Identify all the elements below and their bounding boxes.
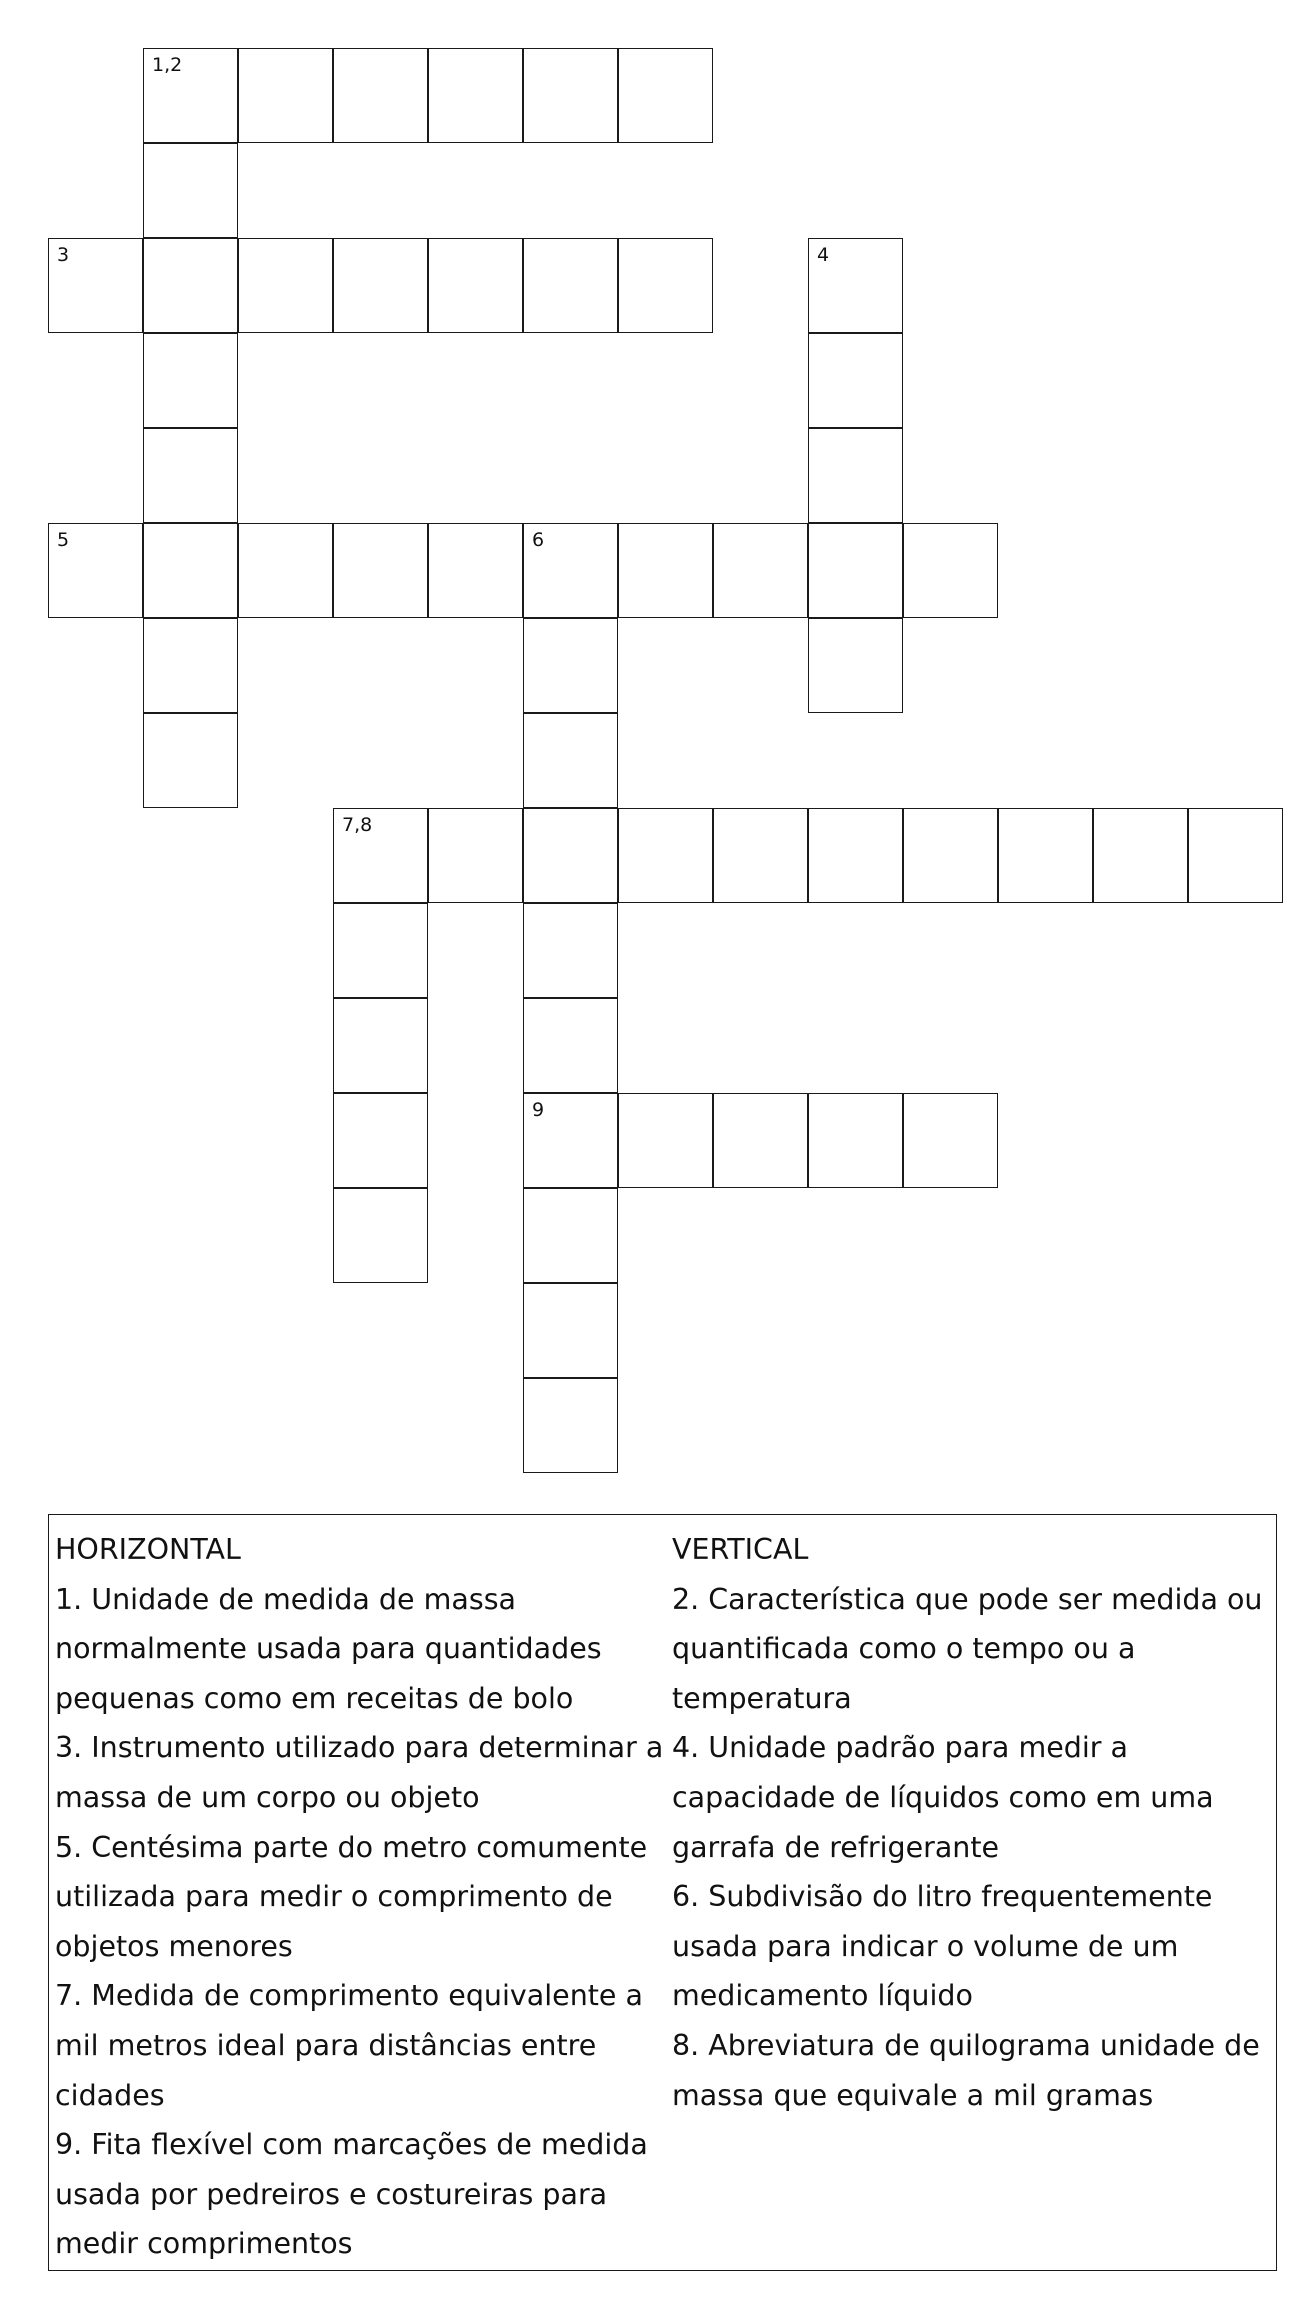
crossword-cell[interactable] xyxy=(143,143,238,238)
crossword-cell[interactable] xyxy=(618,808,713,903)
crossword-cell[interactable] xyxy=(903,523,998,618)
crossword-cell[interactable] xyxy=(808,1093,903,1188)
clue-vertical-8: 8. Abreviatura de quilograma unidade de massa que equivale a mil gramas xyxy=(672,2028,1260,2112)
crossword-cell[interactable] xyxy=(523,1093,618,1188)
clues-box xyxy=(48,1514,1277,2271)
clues-horizontal-heading: HORIZONTAL xyxy=(55,1533,241,1566)
crossword-cell[interactable] xyxy=(713,808,808,903)
crossword-cell[interactable] xyxy=(523,1283,618,1378)
clue-vertical-6: 6. Subdivisão do litro frequentemente usada para indicar o volume de um medicamento líquido xyxy=(672,1880,1213,2013)
crossword-cell[interactable] xyxy=(808,428,903,523)
cell-number-label: 4 xyxy=(817,244,830,266)
crossword-cell[interactable] xyxy=(903,1093,998,1188)
crossword-cell[interactable] xyxy=(523,238,618,333)
crossword-cell[interactable] xyxy=(143,713,238,808)
crossword-cell[interactable] xyxy=(333,1093,428,1188)
crossword-cell[interactable] xyxy=(1093,808,1188,903)
crossword-cell[interactable] xyxy=(523,1188,618,1283)
clue-horizontal-9: 9. Fita flexível com marcações de medida usada por pedreiros e costureiras para medir comprimentos xyxy=(55,2128,648,2261)
crossword-cell[interactable] xyxy=(143,618,238,713)
crossword-cell[interactable] xyxy=(808,238,903,333)
crossword-cell[interactable] xyxy=(523,713,618,808)
crossword-cell[interactable] xyxy=(333,523,428,618)
clues-vertical-column xyxy=(672,1525,1272,2120)
crossword-cell[interactable] xyxy=(333,238,428,333)
crossword-cell[interactable] xyxy=(618,238,713,333)
crossword-cell[interactable] xyxy=(713,1093,808,1188)
crossword-cell[interactable] xyxy=(428,238,523,333)
crossword-cell[interactable] xyxy=(808,618,903,713)
crossword-cell[interactable] xyxy=(143,48,238,143)
crossword-cell[interactable] xyxy=(238,523,333,618)
clue-horizontal-7: 7. Medida de comprimento equivalente a mil metros ideal para distâncias entre cidades xyxy=(55,1979,643,2112)
crossword-cell[interactable] xyxy=(333,48,428,143)
crossword-cell[interactable] xyxy=(333,808,428,903)
crossword-cell[interactable] xyxy=(618,48,713,143)
crossword-cell[interactable] xyxy=(333,903,428,998)
clue-vertical-4: 4. Unidade padrão para medir a capacidade de líquidos como em uma garrafa de refrigerante xyxy=(672,1731,1214,1864)
crossword-cell[interactable] xyxy=(143,523,238,618)
clues-vertical-heading: VERTICAL xyxy=(672,1533,809,1566)
clue-horizontal-5: 5. Centésima parte do metro comumente utilizada para medir o comprimento de objetos menores xyxy=(55,1830,648,1963)
cell-number-label: 7,8 xyxy=(342,814,373,836)
crossword-cell[interactable] xyxy=(523,618,618,713)
crossword-cell[interactable] xyxy=(238,238,333,333)
clue-horizontal-3: 3. Instrumento utilizado para determinar a massa de um corpo ou objeto xyxy=(55,1731,664,1814)
crossword-cell[interactable] xyxy=(523,48,618,143)
crossword-cell[interactable] xyxy=(998,808,1093,903)
crossword-cell[interactable] xyxy=(523,1378,618,1473)
clue-vertical-2: 2. Característica que pode ser medida ou quantificada como o tempo ou a temperatura xyxy=(672,1582,1263,1715)
crossword-cell[interactable] xyxy=(143,238,238,333)
crossword-cell[interactable] xyxy=(1188,808,1283,903)
crossword-cell[interactable] xyxy=(143,428,238,523)
crossword-cell[interactable] xyxy=(143,333,238,428)
cell-number-label: 3 xyxy=(57,244,70,266)
crossword-cell[interactable] xyxy=(523,998,618,1093)
crossword-cell[interactable] xyxy=(618,523,713,618)
crossword-cell[interactable] xyxy=(48,523,143,618)
cell-number-label: 1,2 xyxy=(152,54,183,76)
crossword-cell[interactable] xyxy=(808,523,903,618)
clues-horizontal-column xyxy=(55,1525,665,2269)
crossword-cell[interactable] xyxy=(523,903,618,998)
crossword-cell[interactable] xyxy=(238,48,333,143)
crossword-cell[interactable] xyxy=(428,523,523,618)
crossword-cell[interactable] xyxy=(428,48,523,143)
crossword-cell[interactable] xyxy=(618,1093,713,1188)
crossword-cell[interactable] xyxy=(333,998,428,1093)
cell-number-label: 5 xyxy=(57,529,70,551)
crossword-cell[interactable] xyxy=(903,808,998,903)
crossword-cell[interactable] xyxy=(333,1188,428,1283)
crossword-cell[interactable] xyxy=(428,808,523,903)
crossword-cell[interactable] xyxy=(523,808,618,903)
crossword-cell[interactable] xyxy=(48,238,143,333)
crossword-cell[interactable] xyxy=(808,808,903,903)
clue-horizontal-1: 1. Unidade de medida de massa normalmente usada para quantidades pequenas como em receitas de bolo xyxy=(55,1582,602,1715)
crossword-cell[interactable] xyxy=(808,333,903,428)
crossword-cell[interactable] xyxy=(523,523,618,618)
cell-number-label: 9 xyxy=(532,1099,545,1121)
crossword-cell[interactable] xyxy=(713,523,808,618)
cell-number-label: 6 xyxy=(532,529,545,551)
